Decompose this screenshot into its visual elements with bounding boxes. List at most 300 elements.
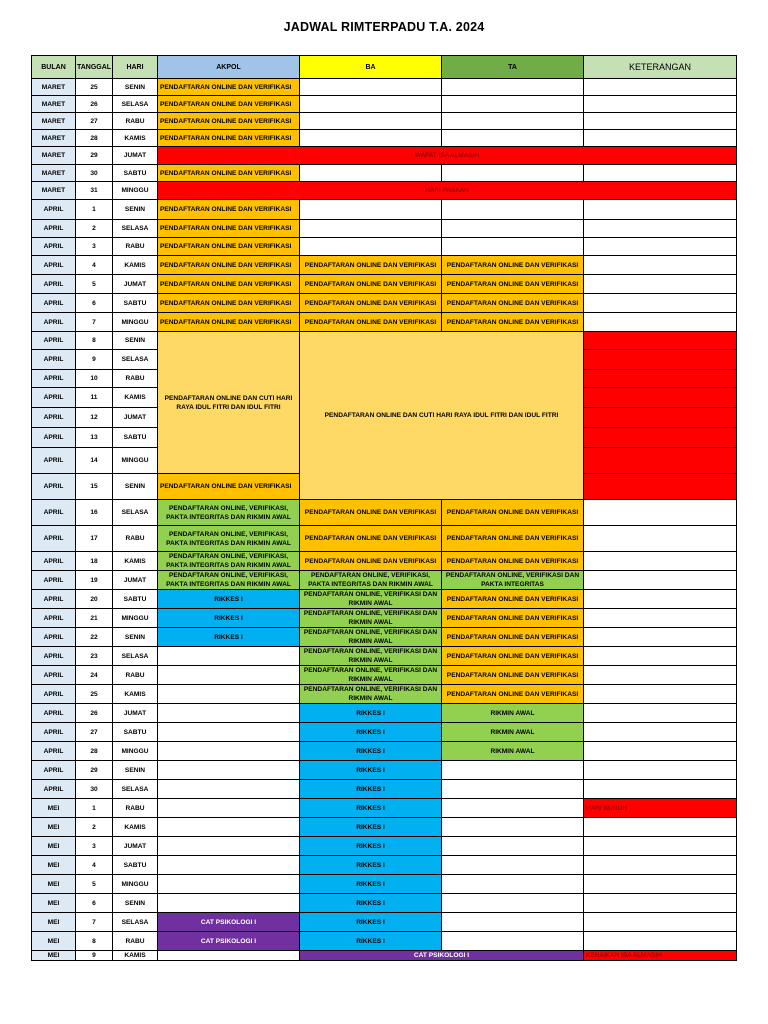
cell-akpol: PENDAFTARAN ONLINE DAN VERIFIKASI [158,79,300,96]
cell-akpol [158,799,300,818]
cell-ba [300,96,442,113]
cell-bulan: APRIL [32,428,76,448]
cell-akpol [158,723,300,742]
cell-keterangan [584,571,737,590]
cell-bulan: MEI [32,818,76,837]
cell-akpol: PENDAFTARAN ONLINE, VERIFIKASI, PAKTA INTEGRITAS DAN RIKMIN AWAL [158,552,300,571]
cell-ba: RIKKES I [300,780,442,799]
cell-keterangan: KENAIKAN ISA ALMASIH [584,951,737,961]
cell-akpol: PENDAFTARAN ONLINE DAN VERIFIKASI [158,130,300,147]
cell-hari: RABU [113,666,158,685]
table-row [32,275,737,294]
table-row [32,571,737,590]
cell-ta [442,780,584,799]
cell-ta [442,875,584,894]
cell-ta [442,799,584,818]
cell-keterangan [584,590,737,609]
cell-ta [442,220,584,238]
cell-akpol [158,666,300,685]
cell-akpol [158,818,300,837]
cell-hari: SENIN [113,474,158,500]
cell-tanggal: 22 [76,628,113,647]
table-row [32,837,737,856]
cell-akpol: PENDAFTARAN ONLINE DAN VERIFIKASI [158,256,300,275]
cell-hari: SABTU [113,856,158,875]
cell-bulan: MARET [32,79,76,96]
cell-hari: KAMIS [113,256,158,275]
cell-ta: PENDAFTARAN ONLINE DAN VERIFIKASI [442,609,584,628]
cell-bulan: APRIL [32,647,76,666]
table-row [32,332,737,350]
table-row [32,628,737,647]
cell-akpol [158,704,300,723]
cell-akpol: PENDAFTARAN ONLINE DAN VERIFIKASI [158,113,300,130]
cell-hari: JUMAT [113,408,158,428]
table-row [32,130,737,147]
cell-tanggal: 29 [76,147,113,165]
cell-tanggal: 31 [76,182,113,200]
cell-keterangan [584,685,737,704]
cell-ta: PENDAFTARAN ONLINE DAN VERIFIKASI [442,590,584,609]
cell-ba: PENDAFTARAN ONLINE DAN VERIFIKASI [300,500,442,526]
cell-keterangan [584,79,737,96]
cell-bulan: MARET [32,182,76,200]
cell-akpol [158,742,300,761]
cell-keterangan [584,647,737,666]
cell-bulan: APRIL [32,474,76,500]
table-row [32,761,737,780]
cell-keterangan [584,220,737,238]
cell-keterangan [584,742,737,761]
cell-tanggal: 25 [76,685,113,704]
cell-keterangan [584,609,737,628]
cell-hari: SENIN [113,332,158,350]
cell-akpol [158,856,300,875]
cell-hari: MINGGU [113,448,158,474]
cell-ta [442,130,584,147]
cell-tanggal: 2 [76,220,113,238]
schedule-table [31,55,737,961]
cell-bulan: APRIL [32,200,76,220]
header-akpol: AKPOL [158,56,300,79]
cell-keterangan [584,780,737,799]
table-row [32,238,737,256]
cell-tanggal: 3 [76,238,113,256]
table-row [32,552,737,571]
cell-tanggal: 5 [76,875,113,894]
table-row [32,856,737,875]
header-tanggal: TANGGAL [76,56,113,79]
cell-ba: PENDAFTARAN ONLINE, VERIFIKASI, PAKTA INTEGRITAS DAN RIKMIN AWAL [300,571,442,590]
cell-bulan: MEI [32,875,76,894]
table-row [32,200,737,220]
cell-akpol [158,761,300,780]
cell-ta [442,818,584,837]
table-row [32,313,737,332]
cell-hari: SABTU [113,294,158,313]
cell-bulan: APRIL [32,628,76,647]
cell-akpol [158,647,300,666]
cell-hari: KAMIS [113,552,158,571]
cell-hari: SELASA [113,780,158,799]
cell-tanggal: 12 [76,408,113,428]
table-row [32,526,737,552]
cell-bulan: APRIL [32,609,76,628]
cell-keterangan [584,294,737,313]
cell-tanggal: 16 [76,500,113,526]
cell-tanggal: 7 [76,913,113,932]
cell-bulan: APRIL [32,552,76,571]
cell-keterangan [584,448,737,474]
cell-hari: KAMIS [113,818,158,837]
cell-akpol: PENDAFTARAN ONLINE DAN VERIFIKASI [158,275,300,294]
cell-tanggal: 1 [76,200,113,220]
cell-tanggal: 30 [76,780,113,799]
cell-keterangan [584,350,737,370]
cell-ta: PENDAFTARAN ONLINE DAN VERIFIKASI [442,666,584,685]
table-row [32,913,737,932]
cell-keterangan [584,761,737,780]
cell-akpol [158,780,300,799]
cell-tanggal: 13 [76,428,113,448]
cell-hari: RABU [113,932,158,951]
cell-hari: JUMAT [113,837,158,856]
cell-ta: PENDAFTARAN ONLINE DAN VERIFIKASI [442,256,584,275]
cell-ta [442,165,584,182]
cell-hari: RABU [113,370,158,388]
cell-ta [442,200,584,220]
table-row [32,951,737,961]
table-row [32,609,737,628]
cell-tanggal: 20 [76,590,113,609]
cell-bulan: APRIL [32,761,76,780]
cell-ba: PENDAFTARAN ONLINE, VERIFIKASI DAN RIKMIN AWAL [300,590,442,609]
cell-ba [300,130,442,147]
table-row [32,165,737,182]
cell-keterangan [584,913,737,932]
table-row [32,818,737,837]
cell-bulan: MEI [32,837,76,856]
cell-tanggal: 24 [76,666,113,685]
cell-akpol: PENDAFTARAN ONLINE, VERIFIKASI, PAKTA INTEGRITAS DAN RIKMIN AWAL [158,571,300,590]
table-row [32,647,737,666]
cell-ba: PENDAFTARAN ONLINE, VERIFIKASI DAN RIKMIN AWAL [300,666,442,685]
cell-tanggal: 23 [76,647,113,666]
cell-ta: RIKMIN AWAL [442,704,584,723]
cell-keterangan [584,165,737,182]
cell-keterangan [584,704,737,723]
cell-hari: KAMIS [113,130,158,147]
cell-ba: RIKKES I [300,742,442,761]
table-row [32,742,737,761]
table-row [32,685,737,704]
cell-bulan: APRIL [32,388,76,408]
cell-hari: RABU [113,526,158,552]
cell-keterangan [584,238,737,256]
cell-hari: SELASA [113,913,158,932]
cell-ta [442,894,584,913]
cell-keterangan [584,818,737,837]
cell-keterangan [584,837,737,856]
cell-akpol: PENDAFTARAN ONLINE, VERIFIKASI, PAKTA INTEGRITAS DAN RIKMIN AWAL [158,526,300,552]
cell-bulan: APRIL [32,350,76,370]
cell-keterangan [584,313,737,332]
cell-akpol [158,685,300,704]
cell-bulan: MEI [32,913,76,932]
cell-bulan: APRIL [32,685,76,704]
cell-keterangan [584,332,737,350]
table-row [32,932,737,951]
cell-bulan: MARET [32,165,76,182]
cell-keterangan [584,666,737,685]
cell-ba: RIKKES I [300,723,442,742]
header-keterangan: KETERANGAN [584,56,737,79]
cell-keterangan [584,96,737,113]
cell-hari: SABTU [113,723,158,742]
cell-keterangan [584,200,737,220]
table-row [32,590,737,609]
cell-hari: JUMAT [113,147,158,165]
table-row [32,79,737,96]
cell-ta [442,913,584,932]
header-ba: BA [300,56,442,79]
cell-keterangan [584,275,737,294]
cell-tanggal: 27 [76,723,113,742]
cell-ta: PENDAFTARAN ONLINE DAN VERIFIKASI [442,552,584,571]
table-row [32,113,737,130]
cell-akpol: PENDAFTARAN ONLINE DAN VERIFIKASI [158,96,300,113]
cell-keterangan [584,500,737,526]
cell-ta [442,837,584,856]
cell-akpol: RIKKES I [158,590,300,609]
cell-ba: RIKKES I [300,837,442,856]
cell-ba: RIKKES I [300,932,442,951]
cell-keterangan [584,113,737,130]
cell-hari: SENIN [113,761,158,780]
cell-bulan: APRIL [32,666,76,685]
cell-akpol: CAT PSIKOLOGI I [158,932,300,951]
cell-ta [442,96,584,113]
cell-bulan: APRIL [32,256,76,275]
cell-bulan: MARET [32,147,76,165]
cell-tanggal: 15 [76,474,113,500]
cell-ba: PENDAFTARAN ONLINE DAN VERIFIKASI [300,313,442,332]
cell-ba: RIKKES I [300,799,442,818]
cell-bulan: APRIL [32,370,76,388]
cell-keterangan [584,256,737,275]
table-row [32,799,737,818]
cell-akpol [158,894,300,913]
header-row [32,56,737,79]
cell-ba: RIKKES I [300,761,442,780]
cell-tanggal: 6 [76,894,113,913]
cell-tanggal: 25 [76,79,113,96]
cell-ba: PENDAFTARAN ONLINE, VERIFIKASI DAN RIKMIN AWAL [300,609,442,628]
cell-tanggal: 9 [76,951,113,961]
cell-bulan: APRIL [32,526,76,552]
cell-bulan: APRIL [32,571,76,590]
table-row [32,875,737,894]
cell-keterangan [584,894,737,913]
cell-akpol [158,951,300,961]
cell-keterangan [584,932,737,951]
cell-bulan: MEI [32,799,76,818]
cell-keterangan [584,552,737,571]
cell-akpol: PENDAFTARAN ONLINE, VERIFIKASI, PAKTA INTEGRITAS DAN RIKMIN AWAL [158,500,300,526]
cell-tanggal: 10 [76,370,113,388]
cell-ta: PENDAFTARAN ONLINE DAN VERIFIKASI [442,294,584,313]
cell-bulan: APRIL [32,238,76,256]
cell-tanggal: 30 [76,165,113,182]
cell-bulan: APRIL [32,220,76,238]
cell-bulan: APRIL [32,742,76,761]
cell-bulan: APRIL [32,332,76,350]
cell-akpol-cuti: PENDAFTARAN ONLINE DAN CUTI HARI RAYA IDUL FITRI DAN IDUL FITRI [158,332,300,474]
cell-keterangan [584,370,737,388]
cell-ba: PENDAFTARAN ONLINE DAN VERIFIKASI [300,275,442,294]
cell-tanggal: 14 [76,448,113,474]
cell-hari: SELASA [113,96,158,113]
cell-tanggal: 27 [76,113,113,130]
cell-hari: SABTU [113,428,158,448]
cell-keterangan [584,428,737,448]
cell-ba [300,220,442,238]
cell-ta: PENDAFTARAN ONLINE DAN VERIFIKASI [442,313,584,332]
cell-akpol: PENDAFTARAN ONLINE DAN VERIFIKASI [158,165,300,182]
cell-akpol: PENDAFTARAN ONLINE DAN VERIFIKASI [158,220,300,238]
cell-bulan: APRIL [32,704,76,723]
table-row [32,182,737,200]
cell-tanggal: 3 [76,837,113,856]
cell-ba: PENDAFTARAN ONLINE, VERIFIKASI DAN RIKMIN AWAL [300,685,442,704]
cell-akpol [158,875,300,894]
header-ta: TA [442,56,584,79]
cell-bata-cuti: PENDAFTARAN ONLINE DAN CUTI HARI RAYA IDUL FITRI DAN IDUL FITRI [300,332,584,500]
cell-keterangan [584,856,737,875]
cell-tanggal: 7 [76,313,113,332]
cell-akpol: CAT PSIKOLOGI I [158,913,300,932]
cell-hari: SENIN [113,894,158,913]
cell-hari: JUMAT [113,571,158,590]
cell-tanggal: 28 [76,742,113,761]
cell-akpol: RIKKES I [158,609,300,628]
cell-ba [300,165,442,182]
cell-hari: MINGGU [113,313,158,332]
cell-tanggal: 28 [76,130,113,147]
table-row [32,500,737,526]
cell-ba [300,238,442,256]
table-row [32,256,737,275]
cell-ba: PENDAFTARAN ONLINE, VERIFIKASI DAN RIKMIN AWAL [300,628,442,647]
cell-akpol: RIKKES I [158,628,300,647]
cell-ta [442,113,584,130]
cell-bulan: APRIL [32,448,76,474]
cell-tanggal: 2 [76,818,113,837]
cell-ba: RIKKES I [300,913,442,932]
cell-keterangan [584,130,737,147]
cell-hari: MINGGU [113,875,158,894]
schedule-body [32,79,737,961]
cell-hari: KAMIS [113,951,158,961]
table-row [32,704,737,723]
cell-hari: JUMAT [113,704,158,723]
cell-hari: MINGGU [113,609,158,628]
cell-tanggal: 26 [76,96,113,113]
cell-bulan: MEI [32,951,76,961]
cell-akpol: PENDAFTARAN ONLINE DAN VERIFIKASI [158,294,300,313]
cell-ba: PENDAFTARAN ONLINE DAN VERIFIKASI [300,256,442,275]
cell-tanggal: 19 [76,571,113,590]
cell-ba: PENDAFTARAN ONLINE, VERIFIKASI DAN RIKMIN AWAL [300,647,442,666]
cell-akpol: PENDAFTARAN ONLINE DAN VERIFIKASI [158,313,300,332]
cell-hari: SELASA [113,220,158,238]
cell-akpol [158,837,300,856]
cell-ba: PENDAFTARAN ONLINE DAN VERIFIKASI [300,552,442,571]
cell-ta: RIKMIN AWAL [442,723,584,742]
cell-bulan: MEI [32,932,76,951]
table-row [32,666,737,685]
cell-ba: RIKKES I [300,818,442,837]
holiday-cell: WAFAT ISA ALMASIH [158,147,737,165]
cell-ba: RIKKES I [300,894,442,913]
cell-hari: SABTU [113,165,158,182]
cell-ba: RIKKES I [300,704,442,723]
cell-hari: SENIN [113,200,158,220]
cell-ta [442,238,584,256]
cell-tanggal: 11 [76,388,113,408]
cell-akpol: PENDAFTARAN ONLINE DAN VERIFIKASI [158,474,300,500]
cell-akpol: PENDAFTARAN ONLINE DAN VERIFIKASI [158,200,300,220]
cell-bulan: MARET [32,130,76,147]
cell-ta [442,932,584,951]
cell-ba-ta: CAT PSIKOLOGI I [300,951,584,961]
cell-tanggal: 21 [76,609,113,628]
cell-bulan: APRIL [32,500,76,526]
table-row [32,96,737,113]
cell-hari: SELASA [113,350,158,370]
cell-bulan: MEI [32,894,76,913]
cell-tanggal: 4 [76,856,113,875]
cell-keterangan [584,526,737,552]
cell-bulan: APRIL [32,313,76,332]
cell-tanggal: 8 [76,332,113,350]
cell-ba [300,79,442,96]
cell-tanggal: 6 [76,294,113,313]
cell-tanggal: 29 [76,761,113,780]
cell-keterangan [584,875,737,894]
cell-ta: PENDAFTARAN ONLINE DAN VERIFIKASI [442,275,584,294]
cell-hari: MINGGU [113,182,158,200]
cell-ta: PENDAFTARAN ONLINE, VERIFIKASI DAN PAKTA INTEGRITAS [442,571,584,590]
table-row [32,294,737,313]
holiday-cell: HARI PASKAH [158,182,737,200]
cell-ba: RIKKES I [300,856,442,875]
cell-bulan: APRIL [32,780,76,799]
cell-bulan: APRIL [32,590,76,609]
table-row [32,220,737,238]
cell-ta: PENDAFTARAN ONLINE DAN VERIFIKASI [442,628,584,647]
cell-ba [300,113,442,130]
cell-hari: SABTU [113,590,158,609]
cell-ta [442,79,584,96]
cell-tanggal: 8 [76,932,113,951]
cell-keterangan [584,628,737,647]
cell-hari: KAMIS [113,685,158,704]
cell-tanggal: 18 [76,552,113,571]
cell-bulan: MARET [32,96,76,113]
cell-bulan: MARET [32,113,76,130]
cell-hari: SENIN [113,628,158,647]
